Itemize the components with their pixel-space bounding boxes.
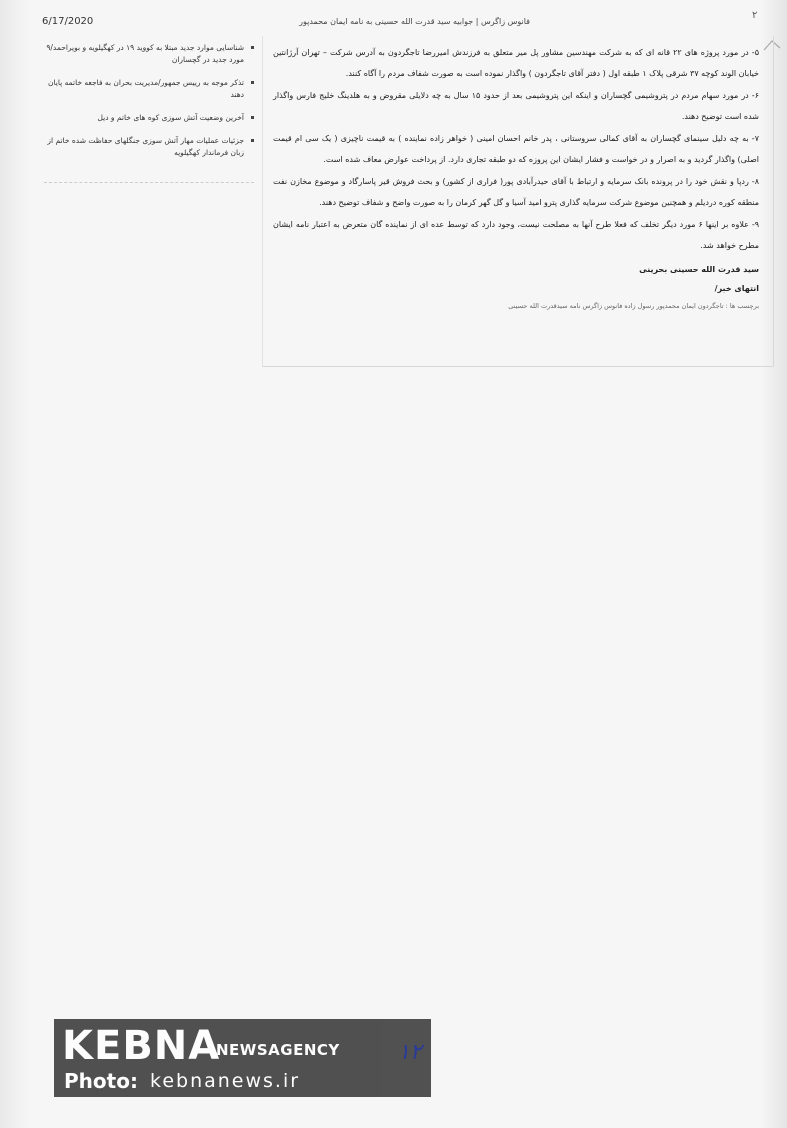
article-signature: سید قدرت الله حسینی بحرینی: [639, 265, 759, 274]
article-paragraph: ۸- ردپا و نقش خود را در پرونده بانک سرمایه و ارتباط با آقای حیدرآبادی پور( فراری از کشور) و بحث فروش قیر پاسارگاد و موضوع مخازن نفت منطقه کوره دردیلم و همچنین موضوع شرکت سرمایه گذاری پترو امید آسیا و گل گهر کرمان را به صورت واضح و شفاف توضیح دهند.: [273, 177, 759, 207]
article-paragraph: ۵- در مورد پروژه های ۲۲ قانه ای که به شرکت مهندسین مشاور پل میر متعلق به فرزندش امیررضا تاجگردون به آدرس شرکت – تهران آرژانتین خیابان الوند کوچه ۳۷ شرقی پلاک ۱ طبقه اول ( دفتر آقای تاجگردون ) واگذار نموده است به صورت شفاف مردم را آگاه کنند.: [273, 48, 759, 78]
article-body: [262, 36, 774, 367]
handwritten-page-number: ۱۲: [398, 1040, 422, 1065]
watermark-site: kebnanews.ir: [150, 1070, 301, 1092]
article-paragraph: ۹- علاوه بر اینها ۶ مورد دیگر تخلف که فعلا طرح آنها به مصلحت نیست، وجود دارد که توسط عده ای از نماینده گان متعرض به اعتبار نامه ایشان مطرح خواهد شد.: [273, 220, 759, 250]
watermark-brand: KEBNA: [62, 1023, 221, 1069]
article-paragraph: ۶- در مورد سهام مردم در پتروشیمی گچساران و اینکه این پتروشیمی بعد از حدود ۱۵ سال به چه دلایلی مقروض و به هلدینگ خلیج فارس واگذار شده است توضیح دهند.: [273, 91, 759, 121]
related-news-item[interactable]: شناسایی موارد جدید مبتلا به کووید ۱۹ در کهگیلویه و بویراحمد/۹ مورد جدید در گچساران: [44, 42, 254, 66]
article-tags[interactable]: برچسب ها : تاجگردون ایمان محمدپور رسول زاده فانوس زاگرس نامه سیدقدرت الله حسینی: [508, 302, 759, 310]
related-news-item[interactable]: آخرین وضعیت آتش سوزی کوه های خاتم و دیل: [44, 112, 254, 124]
article-paragraph: ۷- به چه دلیل سینمای گچساران به آقای کمالی سروستانی ، پدر خانم احسان امینی ( خواهر زاده نماینده ) به قیمت ناچیزی ( یک سی ام قیمت اصلی) واگذار گردید و به اصرار و در خواست و فشار ایشان این پروزه که دو طبقه تجاری دارد. از پرداخت عوارض معاف شده است.: [273, 134, 759, 164]
watermark-photo-label: Photo:: [64, 1069, 138, 1093]
agency-watermark: [54, 1019, 431, 1097]
related-news-item[interactable]: تذکر موجه به رییس جمهور/مدیریت بحران به فاجعه خاتمه پایان دهند: [44, 77, 254, 101]
print-date: 6/17/2020: [42, 16, 94, 27]
related-news-list: [44, 42, 254, 159]
related-news-sidebar: [44, 42, 254, 183]
page-header-title: فانوس زاگرس | جوابیه سید قدرت الله حسینی به نامه ایمان محمدپور: [299, 17, 530, 26]
page-mark: ۲: [752, 10, 758, 21]
related-news-item[interactable]: جزئیات عملیات مهار آتش سوزی جنگلهای حفاظت شده خاتم از زبان فرماندار کهگیلویه: [44, 135, 254, 159]
watermark-subtitle: NEWSAGENCY: [216, 1041, 340, 1059]
article-end-note: انتهای خبر/: [714, 284, 759, 293]
